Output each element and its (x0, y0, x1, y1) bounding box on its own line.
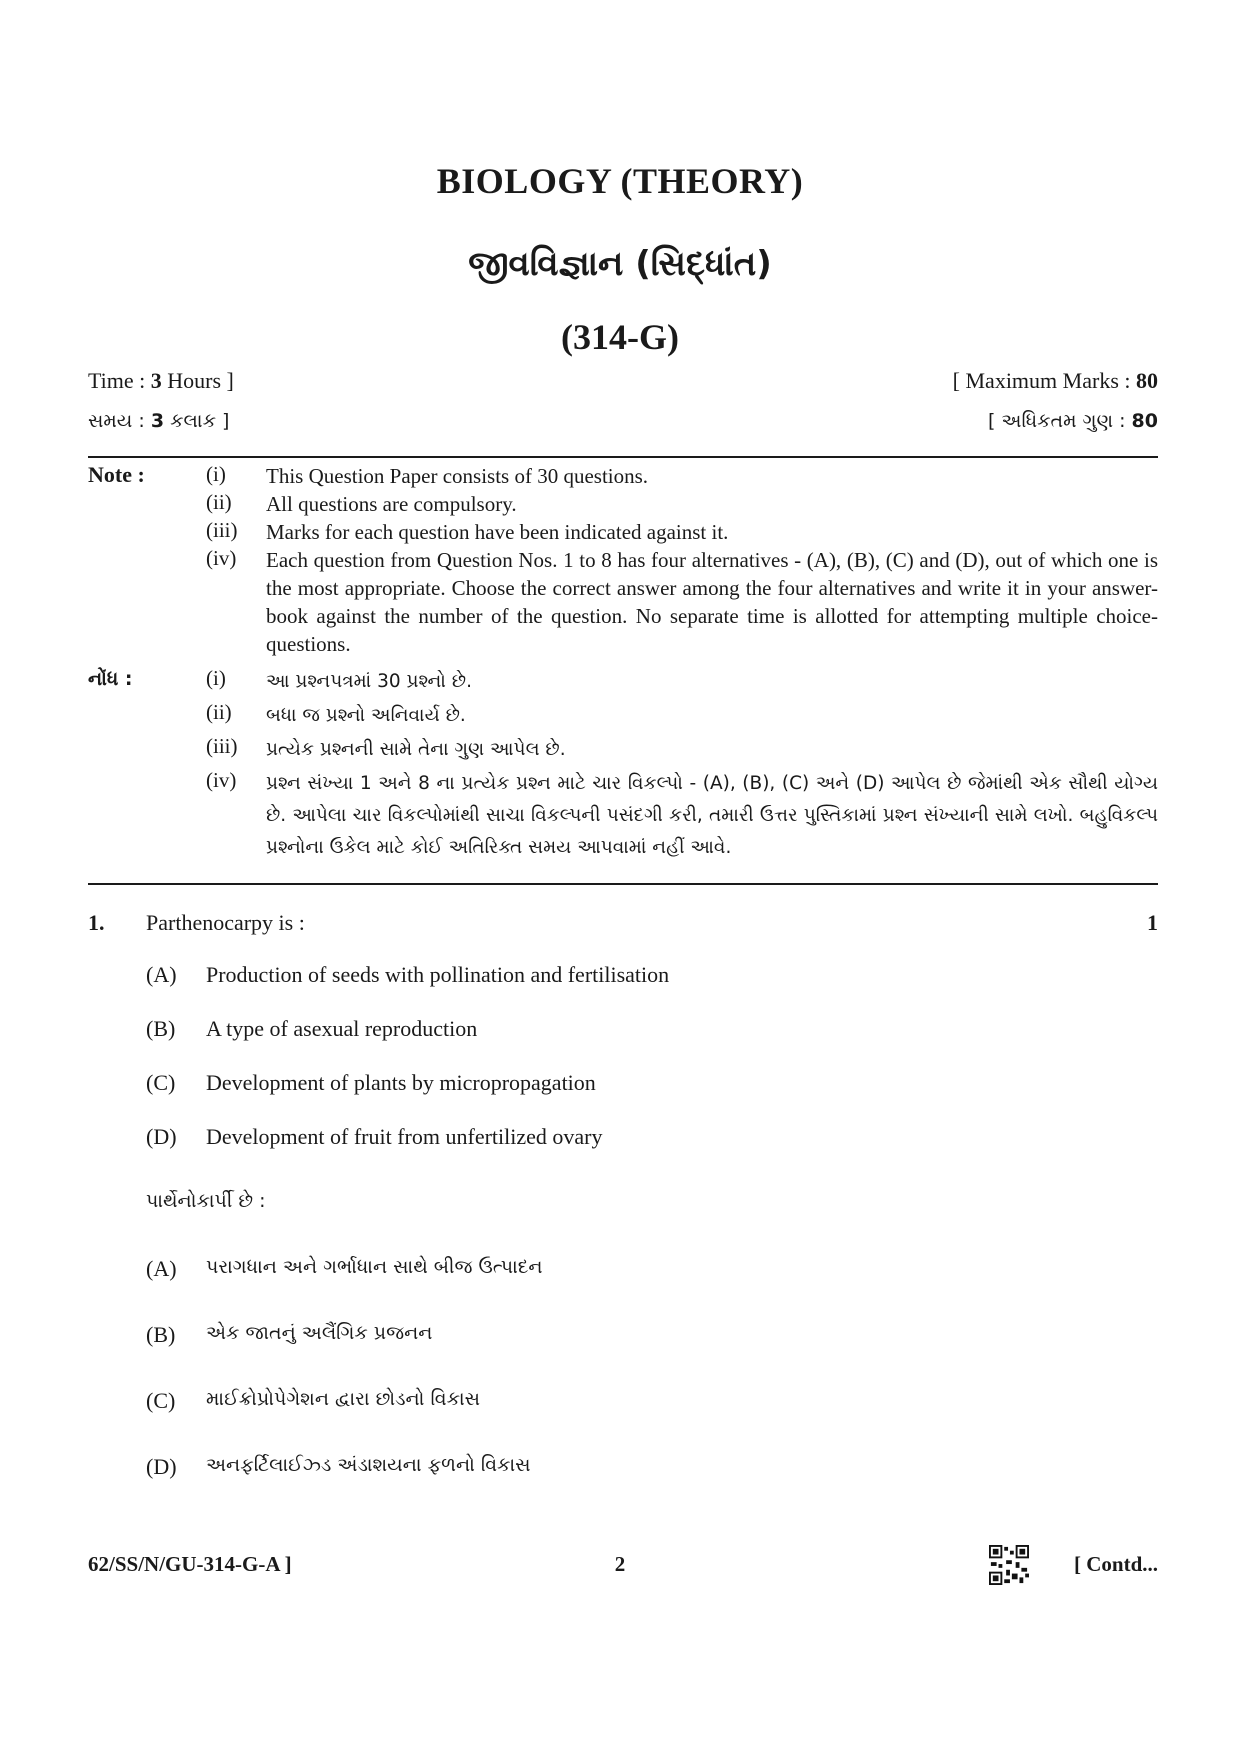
option-gujarati: (B) એક જાતનું અલૈંગિક પ્રજનન (146, 1322, 433, 1347)
option-gujarati: (A) પરાગધાન અને ગર્ભાધાન સાથે બીજ ઉત્પાદન (146, 1256, 543, 1281)
subject-code: (314-G) (561, 317, 679, 357)
note-item: (i) This Question Paper consists of 30 questions. (206, 462, 649, 488)
note-item: (ii) બધા જ પ્રશ્નો અનિવાર્ય છે. (206, 700, 466, 726)
time-english: Time : 3 Hours ] (88, 368, 234, 393)
question-marks: 1 (1147, 910, 1158, 935)
paper-code: 62/SS/N/GU-314-G-A ] (88, 1552, 292, 1576)
divider (88, 456, 1158, 458)
note-label-gujarati: નોંધ : (88, 668, 133, 690)
max-marks-gujarati: [ અધિકતમ ગુણ : 80 (987, 410, 1158, 432)
note-item: (ii) All questions are compulsory. (206, 490, 517, 516)
max-marks-english: [ Maximum Marks : 80 (952, 368, 1158, 393)
note-item: (i) આ પ્રશ્નપત્રમાં 30 પ્રશ્નો છે. (206, 666, 472, 692)
option-english: (A) Production of seeds with pollination and fertilisation (146, 962, 670, 987)
note-item: (iii) પ્રત્યેક પ્રશ્નની સામે તેના ગુણ આપેલ છે. (206, 734, 566, 760)
page-number: 2 (614, 1552, 626, 1576)
option-english: (D) Development of fruit from unfertilized ovary (146, 1124, 603, 1149)
note-label-english: Note : (88, 462, 145, 487)
title-gujarati: જીવવિજ્ઞાન (સિદ્ધાંત) (468, 244, 772, 284)
divider (88, 883, 1158, 885)
option-gujarati: (C) માઈક્રોપ્રોપેગેશન દ્વારા છોડનો વિકાસ (146, 1388, 481, 1413)
question-number: 1. (88, 910, 105, 935)
time-gujarati: સમય : 3 કલાક ] (88, 410, 230, 432)
option-gujarati: (D) અનફર્ટિલાઈઝ્ડ અંડાશયના ફળનો વિકાસ (146, 1454, 531, 1479)
option-english: (C) Development of plants by micropropagation (146, 1070, 596, 1095)
option-english: (B) A type of asexual reproduction (146, 1016, 478, 1041)
note-item: (iv) પ્રશ્ન સંખ્યા 1 અને 8 ના પ્રત્યેક પ્રશ્ન માટે ચાર વિકલ્પો - (A), (B), (C) અને (D) આપેલ છે જેમાંથી એક સૌથી યોગ્ય છે. આપેલા ચાર વિકલ્પોમાંથી સાચા વિકલ્પની પસંદગી કરી, તમારી ઉત્તર પુસ્તિકામાં પ્રશ્ન સંખ્યાની સામે લખો. બહુવિકલ્પ પ્રશ્નોના ઉકેલ માટે કોઈ અતિરિક્ત સમય આપવામાં નહીં આવે. (206, 768, 1158, 858)
question-text-gujarati: પાર્થેનોકાર્પી છે : (146, 1190, 266, 1212)
title-english: BIOLOGY (THEORY) (436, 161, 804, 201)
continued-label: [ Contd... (1073, 1552, 1158, 1576)
note-item: (iv) Each question from Question Nos. 1 to 8 has four alternatives - (A), (B), (C) and (D), out of which one is the most appropriate. Choose the correct answer among the four alternatives and write it in your answer-book against the number of the question. No separate time is allotted for attempting multiple choice-questions. (206, 546, 1158, 656)
note-item: (iii) Marks for each question have been indicated against it. (206, 518, 729, 544)
qr-code-icon (989, 1545, 1029, 1585)
question-text-english: Parthenocarpy is : (146, 910, 305, 935)
